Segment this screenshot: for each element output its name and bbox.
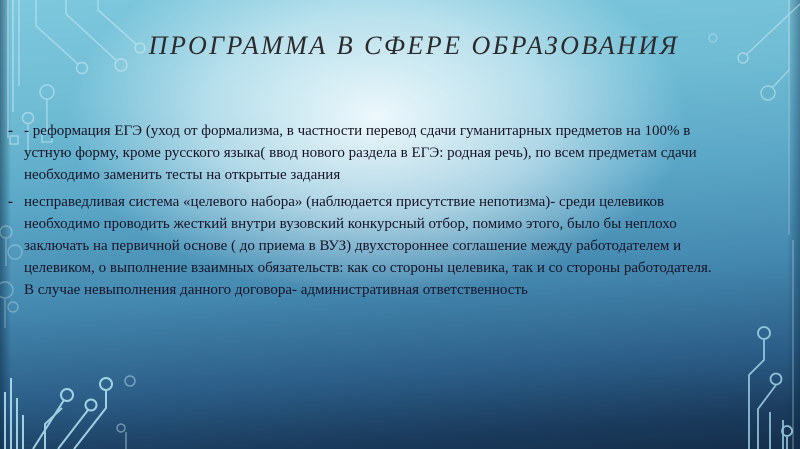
- bullet-item: [8, 121, 714, 186]
- circuit-pattern-right-icon: [709, 0, 800, 449]
- bullet-text: - реформация ЕГЭ (уход от формализма, в частности перевод сдачи гуманитарных предметов на 100% в устную форму, кроме русского языка( ввод нового раздела в ЕГЭ: родная речь), по всем предметам сдачи необходимо заменить тесты на открытые задания: [24, 123, 697, 183]
- bullet-dash: -: [8, 194, 13, 211]
- bullet-dash: -: [8, 123, 13, 139]
- bullet-item: [8, 192, 714, 301]
- slide-body: [8, 121, 714, 307]
- bullet-text: несправедливая система «целевого набора» (наблюдается присутствие непотизма)- среди целевиков необходимо проводить жесткий внутри вузовский конкурсный отбор, помимо этого, было бы неплохо заключать на первичной основе ( до приема в ВУЗ) двухстороннее соглашение между работодателем и целевиком, о выполнение взаимных обязательств: как со стороны целевика, так и со стороны работодателя. В случае невыполнения данного договора- административная ответственность: [24, 194, 712, 298]
- slide-title: ПРОГРАММА В СФЕРЕ ОБРАЗОВАНИЯ: [148, 31, 680, 60]
